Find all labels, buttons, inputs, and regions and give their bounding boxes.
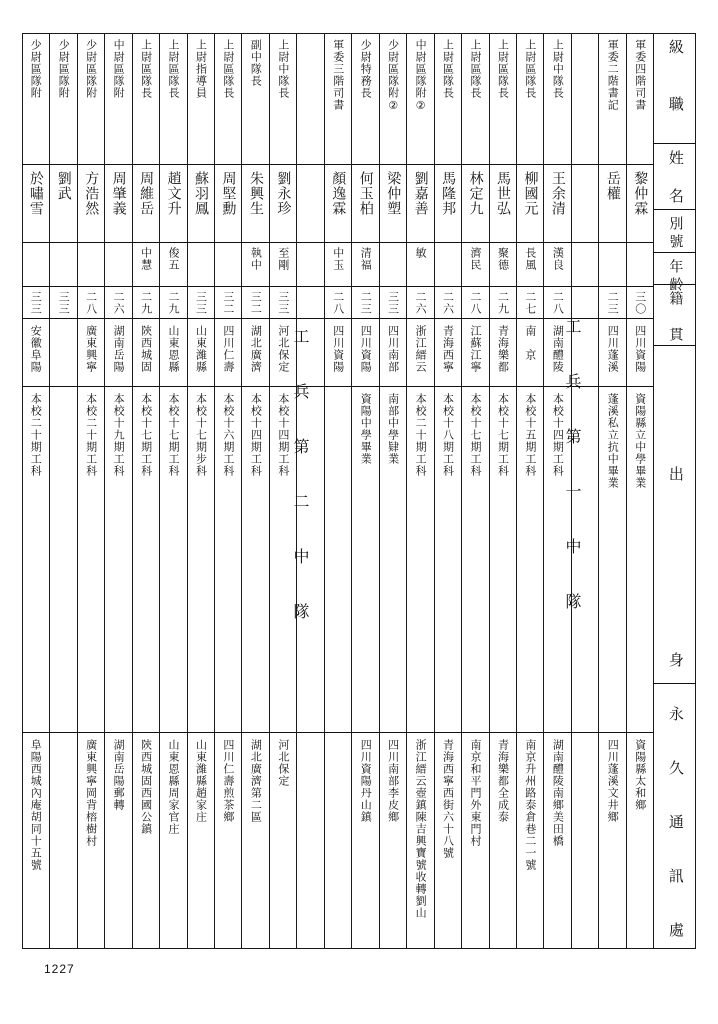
cell-address: 湖南醴陵南鄉美田橋 bbox=[551, 739, 565, 847]
table-row bbox=[49, 33, 76, 949]
cell-age: 三三 bbox=[188, 287, 214, 319]
cell-education: 南部中學肄業 bbox=[380, 387, 406, 733]
table-row bbox=[379, 33, 406, 949]
cell-rank: 上尉中隊長 bbox=[544, 33, 570, 165]
cell-name: 趙文升 bbox=[160, 165, 186, 243]
cell-name: 劉永珍 bbox=[270, 165, 296, 243]
cell-name: 周肇義 bbox=[105, 165, 131, 243]
cell-alias: 濟民 bbox=[462, 243, 488, 287]
cell-rank bbox=[572, 33, 598, 165]
cell-origin: 四川資陽 bbox=[627, 319, 653, 387]
cell-rank: 少尉區隊附 bbox=[78, 33, 104, 165]
cell-origin: 四川資陽 bbox=[352, 319, 378, 387]
cell-address: 山東恩縣周家官庄 bbox=[167, 739, 181, 835]
group-title-first-company: 工 兵 第 一 中 隊 bbox=[563, 318, 582, 619]
cell-origin: 青海樂都 bbox=[490, 319, 516, 387]
cell-origin: 浙江縉云 bbox=[407, 319, 433, 387]
table-row bbox=[351, 33, 378, 949]
cell-address bbox=[297, 733, 323, 949]
cell-alias: 中慧 bbox=[133, 243, 159, 287]
cell-name: 王余清 bbox=[544, 165, 570, 243]
cell-rank: 上尉區隊長 bbox=[435, 33, 461, 165]
cell-origin: 四川資陽 bbox=[325, 319, 351, 387]
cell-address: 青海西寧西街六十八號 bbox=[441, 739, 455, 859]
cell-name: 周維岳 bbox=[133, 165, 159, 243]
cell-education: 本校十七期工科 bbox=[160, 387, 186, 733]
cell-rank: 軍委三階司書 bbox=[325, 33, 351, 165]
cell-origin: 四川蓬溪 bbox=[599, 319, 625, 387]
cell-education bbox=[325, 387, 351, 733]
cell-alias bbox=[50, 243, 76, 287]
cell-origin: 湖南醴陵 bbox=[544, 319, 570, 387]
cell-age: 二八 bbox=[78, 287, 104, 319]
page-number: 1227 bbox=[44, 962, 75, 976]
cell-rank: 少尉區隊附 bbox=[50, 33, 76, 165]
cell-rank: 上尉區隊長 bbox=[160, 33, 186, 165]
cell-age: 二七 bbox=[517, 287, 543, 319]
group-title-second-company: 工 兵 第 二 中 隊 bbox=[291, 328, 310, 629]
cell-education: 本校十七期步科 bbox=[188, 387, 214, 733]
cell-age: 二三 bbox=[599, 287, 625, 319]
cell-education: 本校十七期工科 bbox=[133, 387, 159, 733]
cell-age: 二九 bbox=[160, 287, 186, 319]
cell-age: 二六 bbox=[407, 287, 433, 319]
cell-education: 資陽中學畢業 bbox=[352, 387, 378, 733]
cell-name: 方浩然 bbox=[78, 165, 104, 243]
cell-education bbox=[50, 387, 76, 733]
cell-origin: 南 京 bbox=[517, 319, 543, 387]
cell-address: 南京和平門外東門村 bbox=[469, 739, 482, 847]
cell-origin: 青海西寧 bbox=[435, 319, 461, 387]
cell-origin: 四川仁壽 bbox=[215, 319, 241, 387]
cell-rank: 少尉區隊附② bbox=[380, 33, 406, 165]
cell-education: 本校十四期工科 bbox=[544, 387, 570, 733]
cell-origin: 江蘇江寧 bbox=[462, 319, 488, 387]
cell-origin: 廣東興寧 bbox=[78, 319, 104, 387]
cell-address: 河北保定 bbox=[276, 739, 290, 787]
cell-rank: 上尉區隊長 bbox=[517, 33, 543, 165]
table-row bbox=[104, 33, 131, 949]
cell-age: 三三 bbox=[380, 287, 406, 319]
cell-name: 何玉柏 bbox=[352, 165, 378, 243]
cell-address: 山東濰縣趙家庄 bbox=[194, 739, 208, 823]
cell-name: 林定九 bbox=[462, 165, 488, 243]
cell-origin: 山東濰縣 bbox=[188, 319, 214, 387]
cell-education: 本校二十期工科 bbox=[407, 387, 433, 733]
cell-alias bbox=[78, 243, 104, 287]
cell-address: 南京升州路泰倉巷二一號 bbox=[523, 739, 537, 871]
cell-name: 周堅勳 bbox=[215, 165, 241, 243]
cell-rank: 上尉區隊長 bbox=[133, 33, 159, 165]
cell-origin bbox=[50, 319, 76, 387]
header-name-label: 姓 名 bbox=[654, 144, 696, 210]
cell-rank: 中尉區隊附② bbox=[407, 33, 433, 165]
cell-age bbox=[572, 287, 598, 319]
header-education-label: 出 身 bbox=[654, 346, 696, 684]
header-origin-label: 籍 貫 bbox=[654, 285, 696, 346]
cell-address: 浙江縉云壺鎮陳吉興寶號收轉劉山 bbox=[414, 739, 428, 919]
cell-origin: 山東恩縣 bbox=[160, 319, 186, 387]
cell-alias bbox=[599, 243, 625, 287]
cell-age: 二六 bbox=[435, 287, 461, 319]
cell-education: 本校十七期工科 bbox=[490, 387, 516, 733]
cell-education: 本校十九期工科 bbox=[105, 387, 131, 733]
cell-education: 資陽縣立中學畢業 bbox=[627, 387, 653, 733]
cell-rank bbox=[297, 33, 323, 165]
cell-name: 顏逸霖 bbox=[325, 165, 351, 243]
cell-alias: 長風 bbox=[517, 243, 543, 287]
cell-education: 蓬溪私立抗中畢業 bbox=[599, 387, 625, 733]
cell-age: 二九 bbox=[133, 287, 159, 319]
cell-address: 廣東興寧岡背榕樹村 bbox=[84, 739, 98, 847]
cell-name: 岳權 bbox=[599, 165, 625, 243]
table-row bbox=[406, 33, 433, 949]
cell-address: 湖南岳陽郵轉 bbox=[112, 739, 126, 811]
cell-rank: 軍委四階司書 bbox=[627, 33, 653, 165]
cell-rank: 軍委二階書記 bbox=[599, 33, 625, 165]
cell-alias: 俊五 bbox=[160, 243, 186, 287]
cell-address: 四川仁壽煎茶鄉 bbox=[221, 739, 235, 823]
cell-education: 本校十四期工科 bbox=[270, 387, 296, 733]
cell-alias: 敏 bbox=[407, 243, 433, 287]
cell-education: 本校二十期工科 bbox=[78, 387, 104, 733]
cell-origin: 湖北廣濟 bbox=[242, 319, 268, 387]
roster-table bbox=[22, 33, 696, 949]
cell-name: 梁仲塑 bbox=[380, 165, 406, 243]
table-row bbox=[214, 33, 241, 949]
cell-origin: 河北保定 bbox=[270, 319, 296, 387]
cell-address: 湖北廣濟第二區 bbox=[249, 739, 263, 823]
header-label-column bbox=[653, 33, 696, 949]
cell-alias bbox=[297, 243, 323, 287]
cell-alias: 執中 bbox=[242, 243, 268, 287]
cell-alias: 中玉 bbox=[325, 243, 351, 287]
table-row bbox=[324, 33, 351, 949]
cell-address: 資陽縣太和鄉 bbox=[633, 739, 647, 811]
cell-age: 三二 bbox=[215, 287, 241, 319]
table-row bbox=[598, 33, 625, 949]
cell-age: 三三 bbox=[22, 287, 49, 319]
cell-name: 於嘯雪 bbox=[22, 165, 49, 243]
header-rank-label: 級 職 bbox=[654, 33, 696, 144]
cell-rank: 上尉區隊長 bbox=[490, 33, 516, 165]
cell-age: 二八 bbox=[462, 287, 488, 319]
cell-age: 二八 bbox=[544, 287, 570, 319]
cell-address bbox=[325, 733, 351, 949]
cell-name bbox=[297, 165, 323, 243]
cell-alias bbox=[627, 243, 653, 287]
cell-name: 朱興生 bbox=[242, 165, 268, 243]
cell-age: 三三 bbox=[270, 287, 296, 319]
table-row bbox=[516, 33, 543, 949]
table-row bbox=[77, 33, 104, 949]
cell-address: 四川資陽丹山鎮 bbox=[359, 739, 373, 823]
table-row bbox=[241, 33, 268, 949]
cell-alias bbox=[435, 243, 461, 287]
cell-origin: 四川南部 bbox=[380, 319, 406, 387]
cell-rank: 少尉區隊附 bbox=[22, 33, 49, 165]
cell-alias: 聚德 bbox=[490, 243, 516, 287]
cell-origin: 湖南岳陽 bbox=[105, 319, 131, 387]
cell-rank: 中尉區隊附 bbox=[105, 33, 131, 165]
cell-rank: 上尉區隊長 bbox=[215, 33, 241, 165]
cell-alias: 至剛 bbox=[270, 243, 296, 287]
cell-education: 本校十七期工科 bbox=[462, 387, 488, 733]
cell-address: 四川蓬溪文井鄉 bbox=[606, 739, 620, 823]
table-row bbox=[132, 33, 159, 949]
cell-rank: 上尉區隊長 bbox=[462, 33, 488, 165]
cell-address bbox=[572, 733, 598, 949]
cell-name: 馬隆邦 bbox=[435, 165, 461, 243]
cell-name: 蘇羽鳳 bbox=[188, 165, 214, 243]
cell-name: 劉嘉善 bbox=[407, 165, 433, 243]
cell-address bbox=[50, 733, 76, 949]
cell-age: 二六 bbox=[105, 287, 131, 319]
cell-origin: 陝西城固 bbox=[133, 319, 159, 387]
cell-alias bbox=[22, 243, 49, 287]
cell-education: 本校十八期工科 bbox=[435, 387, 461, 733]
cell-address: 四川南部李皮鄉 bbox=[386, 739, 400, 823]
cell-alias: 漢良 bbox=[544, 243, 570, 287]
cell-rank: 副中隊長 bbox=[242, 33, 268, 165]
cell-rank: 上尉指導員 bbox=[188, 33, 214, 165]
cell-education: 本校十六期工科 bbox=[215, 387, 241, 733]
cell-address: 陝西城固西國公鎮 bbox=[139, 739, 153, 835]
cell-education: 本校十四期工科 bbox=[242, 387, 268, 733]
cell-rank: 上尉中隊長 bbox=[270, 33, 296, 165]
table-row bbox=[22, 33, 49, 949]
cell-age bbox=[297, 287, 323, 319]
cell-name: 劉武 bbox=[50, 165, 76, 243]
table-row bbox=[159, 33, 186, 949]
cell-age: 二九 bbox=[490, 287, 516, 319]
table-row bbox=[489, 33, 516, 949]
cell-alias bbox=[215, 243, 241, 287]
cell-name bbox=[572, 165, 598, 243]
cell-education: 本校十五期工科 bbox=[517, 387, 543, 733]
header-alias-label: 別號 bbox=[654, 210, 696, 253]
table-row bbox=[434, 33, 461, 949]
cell-name: 馬世弘 bbox=[490, 165, 516, 243]
cell-alias bbox=[380, 243, 406, 287]
cell-age: 三二 bbox=[242, 287, 268, 319]
table-row bbox=[187, 33, 214, 949]
cell-rank: 少尉特務長 bbox=[352, 33, 378, 165]
header-age-label: 年齡 bbox=[654, 253, 696, 285]
cell-age: 三三 bbox=[50, 287, 76, 319]
cell-origin: 安徽阜陽 bbox=[22, 319, 49, 387]
header-address-label: 永 久 通 訊 處 bbox=[666, 706, 685, 949]
cell-name: 柳國元 bbox=[517, 165, 543, 243]
cell-age: 三〇 bbox=[627, 287, 653, 319]
cell-age: 二三 bbox=[352, 287, 378, 319]
cell-alias bbox=[105, 243, 131, 287]
cell-name: 黎仲霖 bbox=[627, 165, 653, 243]
cell-alias bbox=[572, 243, 598, 287]
table-row bbox=[626, 33, 653, 949]
cell-alias: 清福 bbox=[352, 243, 378, 287]
cell-alias bbox=[188, 243, 214, 287]
cell-address: 青海樂都全成泰 bbox=[496, 739, 510, 823]
table-row bbox=[461, 33, 488, 949]
cell-education: 本校二十期工科 bbox=[22, 387, 49, 733]
cell-age: 二八 bbox=[325, 287, 351, 319]
cell-address: 阜陽西城內庵胡同十五號 bbox=[29, 739, 43, 871]
